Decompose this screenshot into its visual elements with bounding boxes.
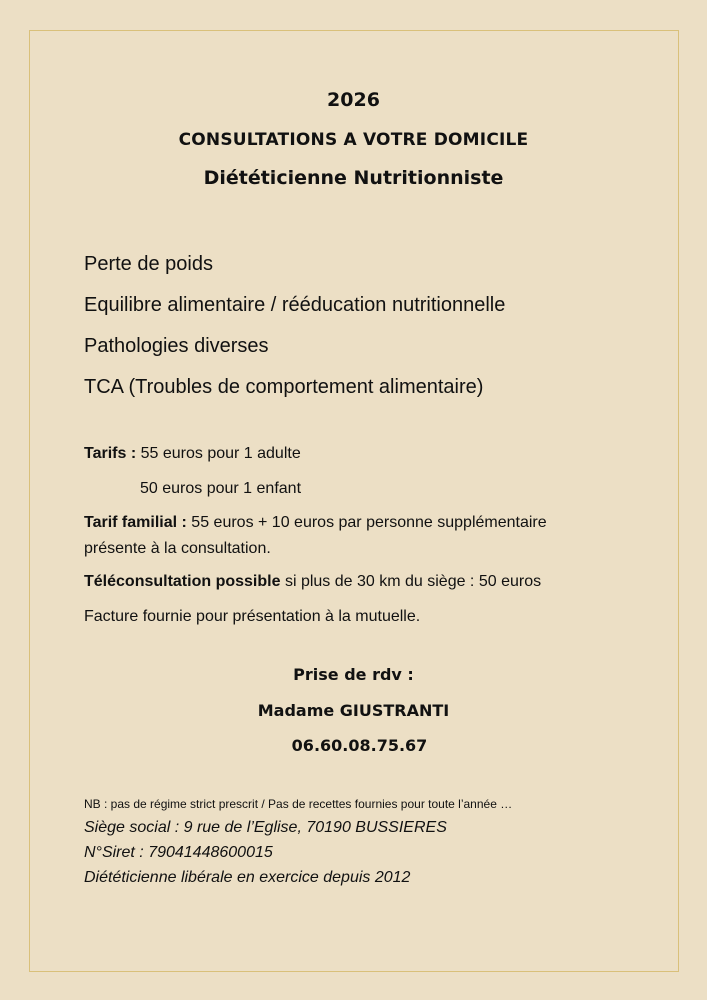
tarif-child: 50 euros pour 1 enfant (140, 480, 302, 497)
service-item: Perte de poids (84, 253, 213, 275)
family-text: 55 euros + 10 euros par personne supplémentaire (191, 514, 547, 531)
practice-since: Diététicienne libérale en exercice depuis 2012 (84, 869, 411, 886)
service-item: Equilibre alimentaire / rééducation nutritionnelle (84, 294, 506, 316)
appointment-label: Prise de rdv : (293, 665, 414, 684)
contact-phone: 06.60.08.75.67 (291, 736, 428, 755)
footer-info (84, 815, 447, 890)
services-list (84, 244, 505, 408)
tarif-adult-line (84, 441, 301, 467)
siret-number: N°Siret : 79041448600015 (84, 844, 273, 861)
family-text-continued: présente à la consultation. (84, 540, 271, 557)
contact-name: Madame GIUSTRANTI (257, 701, 450, 720)
teleconsultation-text: si plus de 30 km du siège : 50 euros (284, 573, 542, 590)
service-item: Pathologies diverses (84, 335, 269, 357)
headquarters-address: Siège social : 9 rue de l’Eglise, 70190 BUSSIERES (84, 819, 447, 836)
invoice-note: Facture fournie pour présentation à la mutuelle. (84, 608, 421, 625)
teleconsultation-line (84, 569, 541, 595)
year-heading: 2026 (327, 89, 380, 111)
tarif-adult: 55 euros pour 1 adulte (140, 445, 301, 462)
teleconsultation-label: Téléconsultation possible (84, 573, 281, 590)
service-item: TCA (Troubles de comportement alimentaire) (84, 376, 484, 398)
profession-title: Diététicienne Nutritionniste (203, 167, 504, 189)
tarifs-label: Tarifs : (84, 445, 137, 462)
consultations-heading: CONSULTATIONS A VOTRE DOMICILE (178, 130, 529, 150)
family-label: Tarif familial : (84, 514, 187, 531)
tarif-family-line (84, 510, 547, 536)
nb-note: NB : pas de régime strict prescrit / Pas de recettes fournies pour toute l’année … (84, 797, 513, 811)
